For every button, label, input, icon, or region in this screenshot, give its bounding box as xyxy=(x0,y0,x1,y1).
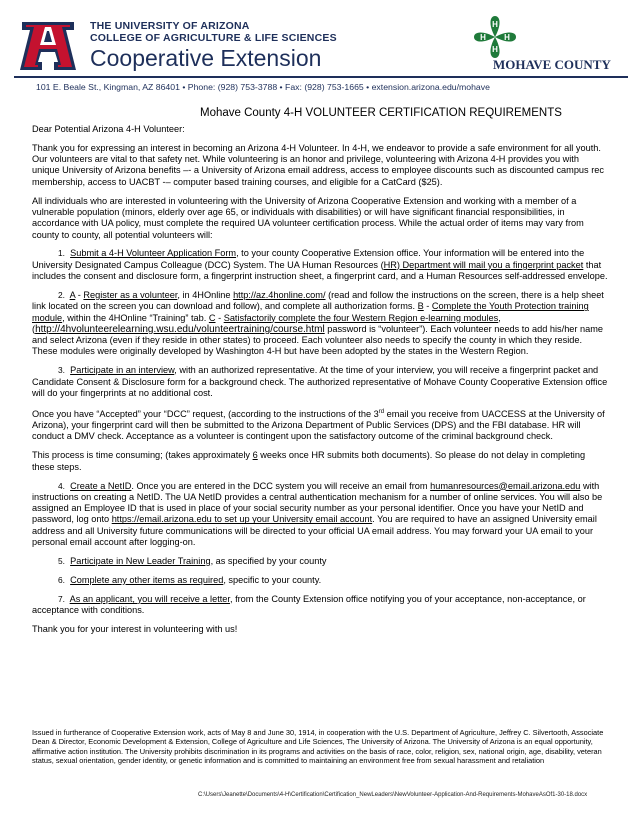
university-name: THE UNIVERSITY OF ARIZONA xyxy=(90,20,250,32)
item-text: , in 4HOnline xyxy=(177,289,234,300)
requirements-paragraph: All individuals who are interested in volunteering with the University of Arizona Cooperative Extension and working with a member of a vulnerable population (minors, elderly over age 65, or individuals with disabilities) or will have significant financial responsibilities, in accordance with UA policy, must complete the required UA volunteer certification process. While the actual order of items may vary from county to county, all potential volunteers will: xyxy=(32,195,584,240)
item-number: 7. xyxy=(58,593,65,604)
item-text: that includes the consent and disclosure form, a fingerprint instruction sheet, a fingerprint card, and a Human Resources self-addressed envelope. xyxy=(32,259,608,282)
step-letter: C xyxy=(208,312,216,323)
letterhead xyxy=(0,0,640,82)
county-name: MOHAVE COUNTY xyxy=(493,57,611,72)
item-number: 4. xyxy=(58,480,65,491)
ua-email-setup-link[interactable]: https://email.arizona.edu to set up your University email account xyxy=(111,514,373,525)
item-number: 5. xyxy=(58,555,65,566)
department-name: Cooperative Extension xyxy=(90,45,322,71)
other-items-link[interactable]: Complete any other items as required xyxy=(70,574,224,585)
nondiscrimination-footer: Issued in furtherance of Cooperative Extension work, acts of May 8 and June 30, 1914, in cooperation with the U.S. Department of Agriculture, Jeffrey C. Silvertooth, Associate Dean & Director, Economic Development & Extension, College of Agriculture and Life Sciences, The University of Arizona. The University of Arizona is an equal opportunity, affirmative action institution. The University prohibits discrimination in its programs and activities on the basis of race, color, religion, sex, national origin, age, disability, veteran status, sexual orientation, gender identity, or genetic information and is committed to maintaining an environment free from sexual harassment and retaliation xyxy=(32,728,604,766)
list-item xyxy=(32,481,608,549)
salutation: Dear Potential Arizona 4-H Volunteer: xyxy=(32,124,185,134)
item-text: with instructions on creating a NetID. The UA NetID provides a central authentication mechanism for a number of online services. You will also be assigned an Employee ID that is used in place of your social security number as your personal identifier. Once you have your NetID and password, log onto xyxy=(32,480,603,525)
youth-protection-training-link[interactable]: Complete the Youth Protection training module xyxy=(32,301,589,323)
separator: - xyxy=(75,289,84,300)
interview-link[interactable]: Participate in an interview xyxy=(70,365,175,376)
elearning-modules-link[interactable]: Satisfactorily complete the four Western Region e-learning modules xyxy=(223,312,499,323)
wsu-elearning-url-link[interactable]: http://4hvolunteerelearning.wsu.edu/volunteertraining/course.html xyxy=(35,323,325,335)
item-text: . Once you are entered in the DCC system you will receive an email from xyxy=(131,480,431,491)
header-divider xyxy=(14,76,628,78)
acceptance-letter-link[interactable]: As an applicant, you will receive a letter xyxy=(69,593,230,604)
svg-text:H: H xyxy=(492,45,498,54)
item-number: 2. xyxy=(58,289,65,300)
file-path: C:\Users\Jeanette\Documents\4-H\Certification\Certification_NewLeaders\NewVolunteer-Application-And-Requirements-MohaveAsOf1-30-18.docx xyxy=(198,792,588,798)
four-h-clover-icon xyxy=(470,12,520,62)
item-text: , as specified by your county xyxy=(210,555,327,566)
item-number: 1. xyxy=(58,248,65,259)
list-item xyxy=(32,365,608,399)
college-name: COLLEGE OF AGRICULTURE & LIFE SCIENCES xyxy=(90,32,337,44)
paragraph-text: weeks once HR submits both documents). So please do not delay in completing these steps. xyxy=(32,450,586,472)
page-title: Mohave County 4-H VOLUNTEER CERTIFICATION REQUIREMENTS xyxy=(200,107,562,119)
ordinal-suffix: rd xyxy=(378,408,385,415)
item-number: 3. xyxy=(58,365,65,376)
item-text: . You are required to have an assigned University email address and all University future communications will be directed to your official UA email address. You may forward your UA email to your personal email account after logging-on. xyxy=(32,514,597,548)
timing-paragraph xyxy=(32,450,608,473)
list-item xyxy=(32,556,608,567)
hr-email-link[interactable]: humanresources@email.arizona.edu xyxy=(430,480,581,491)
paragraph-text: email you receive from UACCESS at the University of Arizona), your fingerprint card will then be submitted to the Arizona Department of Public Services (DPS) and the FBI database. HR will conduct a DMV check. Acceptance as a volunteer is contingent upon the satisfactory outcome of the criminal background check. xyxy=(32,408,605,442)
list-item xyxy=(32,290,608,358)
svg-text:H: H xyxy=(492,20,498,29)
item-text: (read and follow the instructions on the screen, there is a help sheet link located on the screen you can download and follow), and complete all authorization forms. xyxy=(32,289,604,312)
paragraph-text: This process is time consuming; (takes approximately xyxy=(32,450,253,461)
svg-text:H: H xyxy=(480,33,486,42)
item-text: password is “volunteer”). Each volunteer needs to add his/her name and select Arizona (even if they reside in other states) to proceed. Each volunteer also needs to specify the county in which they reside. These modules were originally developed by Washington 4-H but have been adopted by the states in the Western Region. xyxy=(32,323,604,357)
step-letter: B xyxy=(417,301,424,312)
item-text: , with an authorized representative. At the time of your interview, you will receive a fingerprint packet and Candidate Consent & Disclosure form for a background check. The authorized representative of Mohave County Cooperative Extension office will do your fingerprints at no additional cost. xyxy=(32,365,608,398)
dcc-paragraph xyxy=(32,407,608,443)
university-of-arizona-a-logo xyxy=(18,14,78,74)
4honline-url-link[interactable]: http://az.4honline.com/ xyxy=(233,289,326,300)
application-form-link[interactable]: Submit a 4-H Volunteer Application Form xyxy=(70,248,237,259)
office-address: 101 E. Beale St., Kingman, AZ 86401 • Phone: (928) 753-3788 • Fax: (928) 753-1665 • extension.arizona.edu/mohave xyxy=(36,82,490,92)
paragraph-text: Once you have “Accepted” your “DCC” request, (according to the instructions of the 3 xyxy=(32,408,379,419)
list-item xyxy=(32,248,608,282)
item-number: 6. xyxy=(58,574,65,585)
closing-line: Thank you for your interest in volunteering with us! xyxy=(32,623,238,634)
register-volunteer-link[interactable]: Register as a volunteer xyxy=(83,289,178,300)
separator: - xyxy=(215,312,224,323)
separator: - xyxy=(423,301,432,312)
step-letter: A xyxy=(69,289,76,300)
fingerprint-packet-link[interactable]: HR) Department will mail you a fingerprint packet xyxy=(383,259,584,270)
item-text: , to your county Cooperative Extension office. Your information will be entered into the University Designated Campus Colleague (DCC) System. The UA Human Resources ( xyxy=(32,248,585,270)
item-text: , within the 4HOnline “Training” tab. xyxy=(62,312,209,323)
letter-body xyxy=(32,124,608,643)
item-text: , ( xyxy=(32,312,501,334)
ua-wordmark xyxy=(90,20,337,72)
item-text: , from the County Extension office notifying you of your acceptance, non-acceptance, or acceptance with conditions. xyxy=(32,593,586,615)
list-item xyxy=(32,594,608,617)
new-leader-training-link[interactable]: Participate in New Leader Training xyxy=(70,555,211,566)
intro-paragraph: Thank you for expressing an interest in becoming an Arizona 4-H Volunteer. In 4-H, we endeavor to provide a safe environment for all youth. Our volunteers are vital to that safety net. While volunteering is an honor and privilege, volunteering with Arizona 4-H provides you with unique University of Arizona benefits –- a University of Arizona email address, access to employee discounts such as discounted campus rec membership, access to UACBT -– computer based training courses, and eligible for a CatCard ($25). xyxy=(32,142,604,187)
svg-text:H: H xyxy=(504,33,510,42)
item-text: , specific to your county. xyxy=(223,574,322,585)
create-netid-link[interactable]: Create a NetID xyxy=(70,480,132,491)
list-item xyxy=(32,575,608,586)
weeks-count: 6 xyxy=(252,450,258,461)
